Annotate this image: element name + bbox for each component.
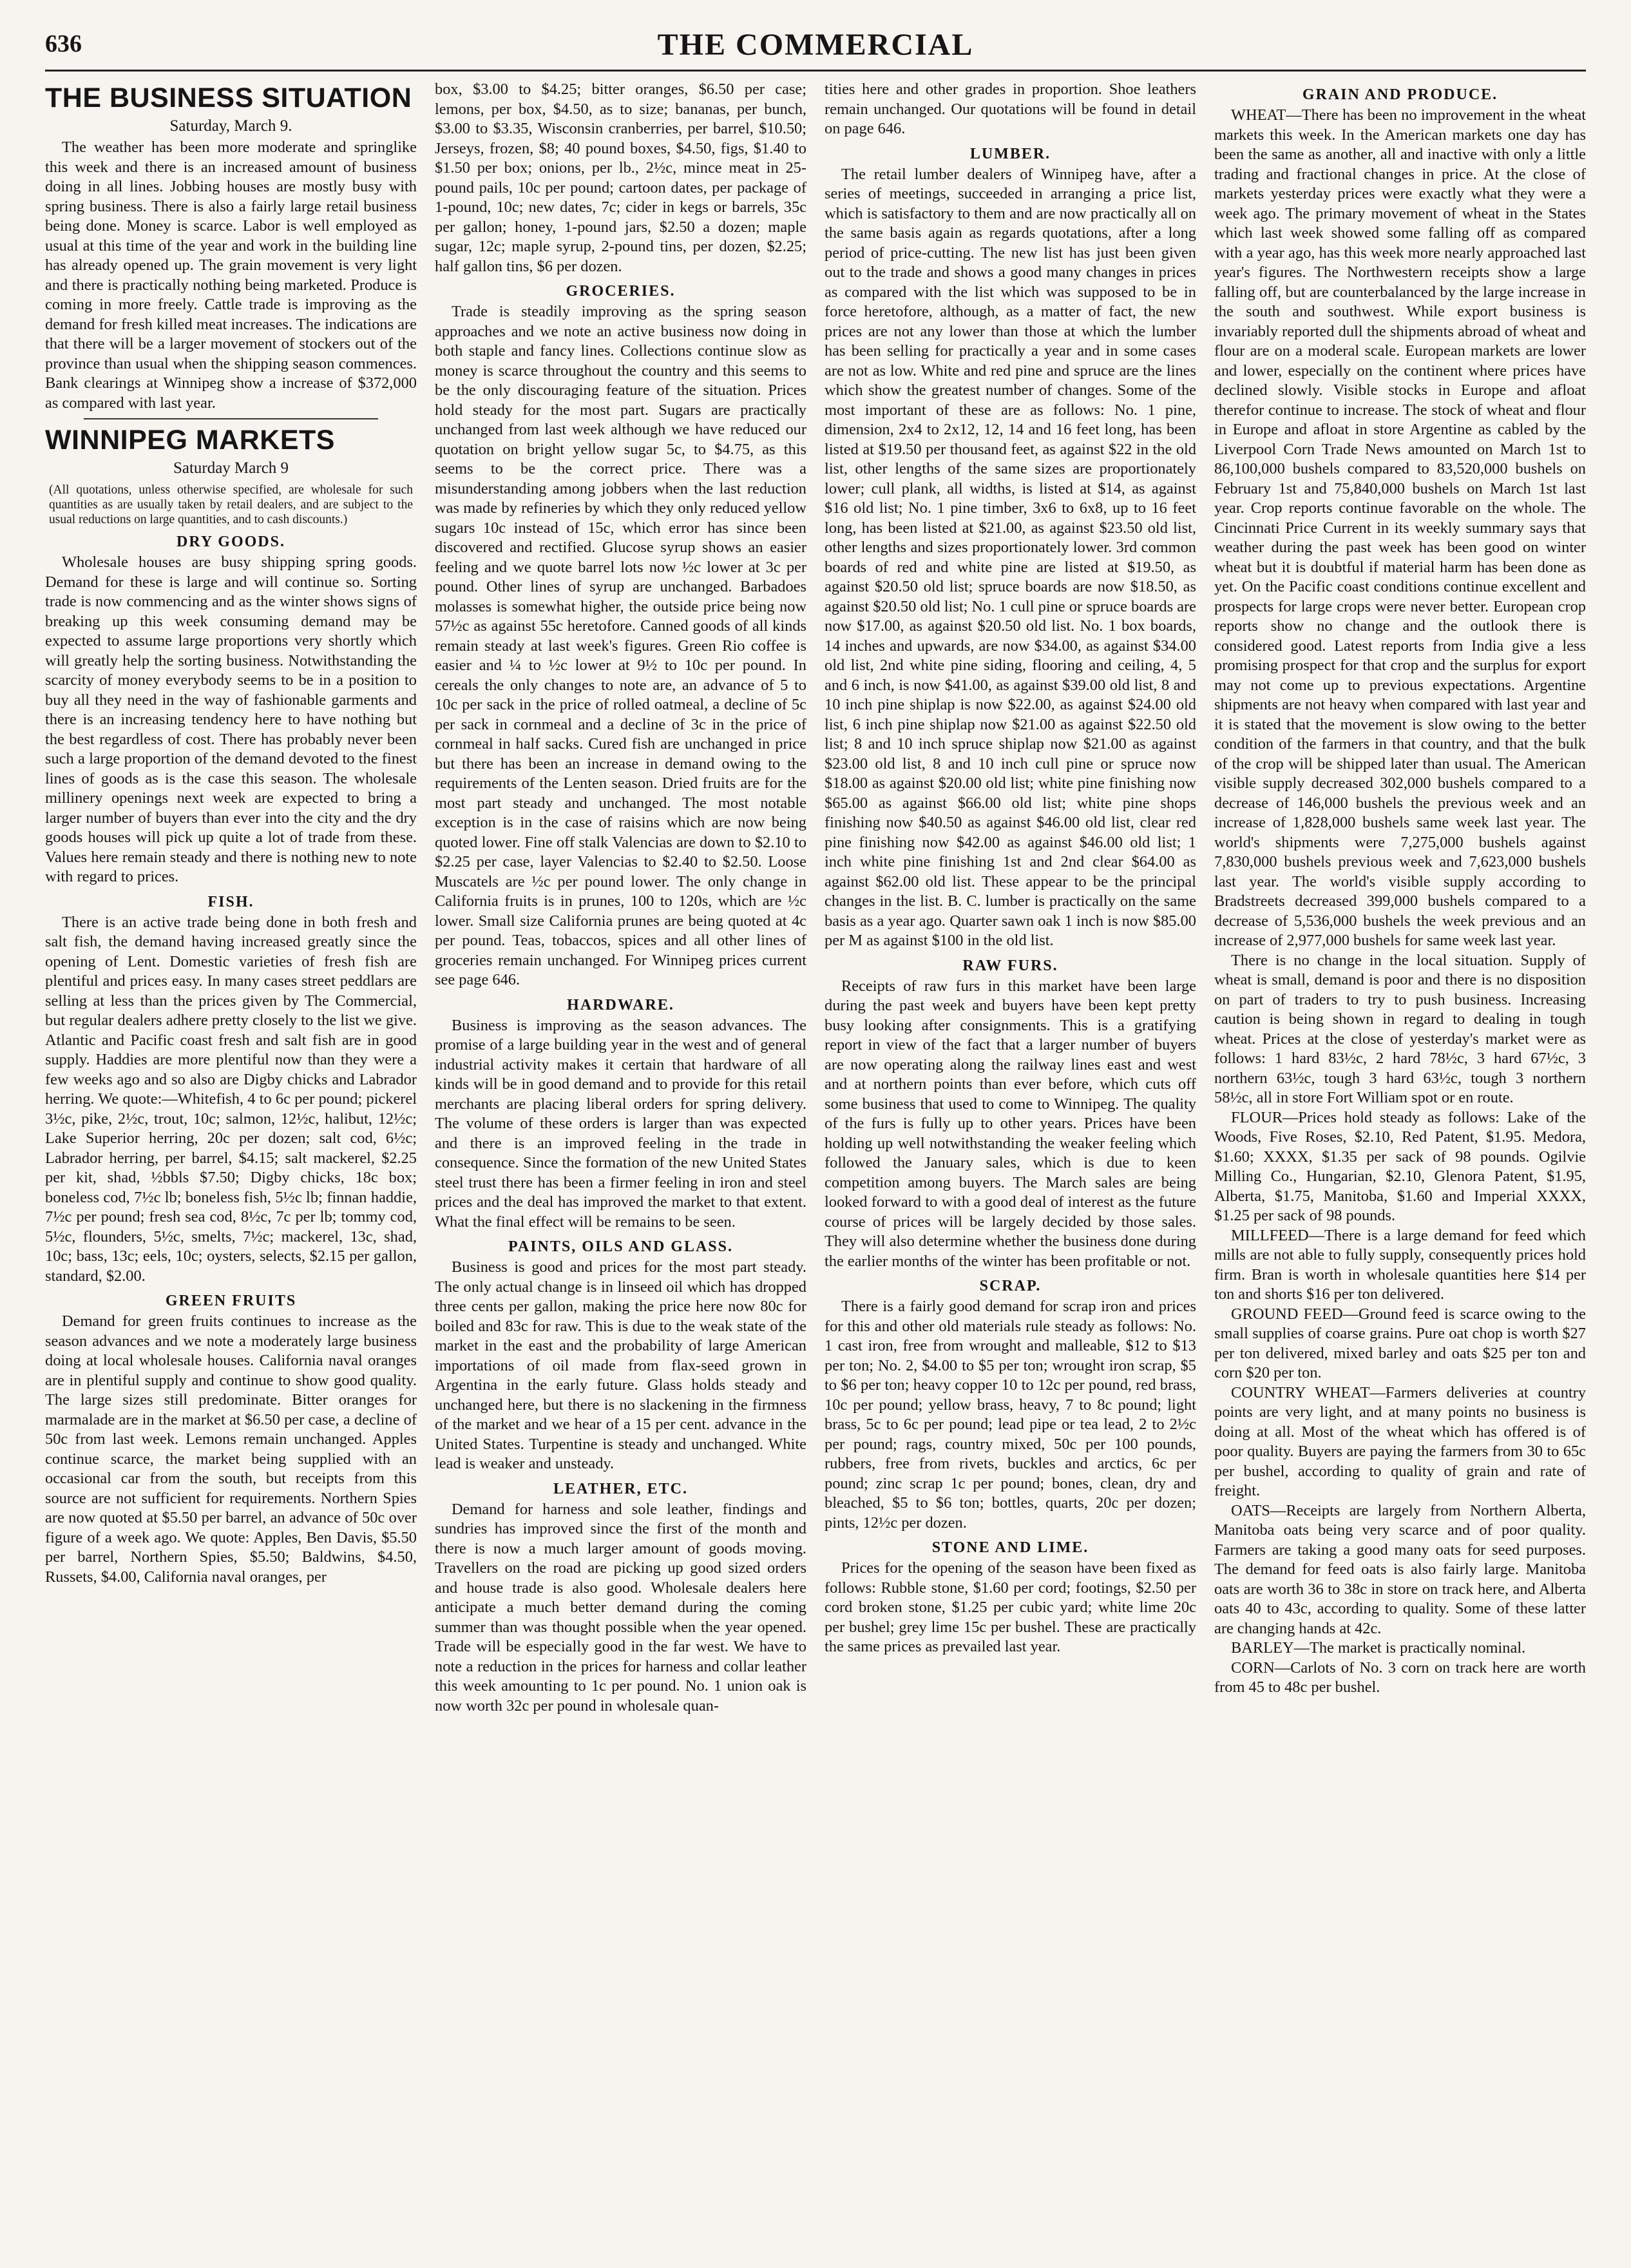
scrap-heading: SCRAP. xyxy=(979,1278,1042,1294)
publication-title: THE COMMERCIAL xyxy=(657,28,974,62)
markets-dateline: Saturday March 9 xyxy=(173,459,289,477)
barley-text: BARLEY—The market is practically nominal. xyxy=(1231,1639,1526,1657)
groceries-heading: GROCERIES. xyxy=(566,283,676,300)
business-dateline: Saturday, March 9. xyxy=(169,117,292,135)
column-2 xyxy=(435,80,806,2245)
raw-furs-heading: RAW FURS. xyxy=(962,957,1058,974)
business-situation-text: The weather has been more moderate and springlike this week and there is an increased amount of business doing in all lines. Jobbing houses are mostly busy with spring business. There is also a fairly large retail business being done. Money is scarce. Labor is well employed as usual at this time of the year and work in the building line has already opened up. The grain movement is very light and there is practically nothing being marketed. Produce is coming in more freely. Cattle trade is improving as the demand for fresh killed meat increases. The indications are that there will be a larger movement of stockers out of the province than usual when the shipping season commences. Bank clearings at Winnipeg show a increase of $372,000 as compared with last year. xyxy=(45,139,417,412)
section-divider xyxy=(84,418,378,419)
leather-text: Demand for harness and sole leather, findings and sundries has improved since the first of the month and there is now a much larger amount of goods moving. Travellers on the road are picking up good sized orders and house trade is also good. Wholesale dealers here anticipate a much better demand during the coming summer than was thought possible when the year opened. Trade will be especially good in the far west. We have to note a reduction in the prices for harness and collar leather this week amounting to 1c per pound. No. 1 union oak is now worth 32c per pound in wholesale quan- xyxy=(435,1500,806,1715)
article-columns xyxy=(45,80,1586,2245)
business-situation-heading: THE BUSINESS SITUATION xyxy=(45,82,412,113)
dry-goods-text: Wholesale houses are busy shipping spring goods. Demand for these is large and will continue so. Sorting trade is now commencing and as the winter shows signs of breaking up this week consuming demand may be expected to assume large proportions very shortly which will greatly help the sorting business. Notwithstanding the scarcity of money everybody seems to be in a position to buy all they need in the way of fashionable garments and there is an increasing tendency here to have nothing but the best regardless of cost. There has probably never been such a large proportion of the demand devoted to the finest lines of goods as is the case this season. The wholesale millinery openings next week are expected to bring a larger number of buyers than ever into the city and the dry goods houses will pick up quite a lot of trade from these. Values here remain steady and there is nothing new to note with regard to prices. xyxy=(45,553,417,885)
column-4 xyxy=(1214,80,1586,2245)
stone-lime-text: Prices for the opening of the season have been fixed as follows: Rubble stone, $1.60 per cord; footings, $2.50 per cord broken stone, $1.25 per cubic yard; white lime 20c per bushel; grey lime 15c per bushel. These are practically the same prices as prevailed last year. xyxy=(825,1559,1196,1655)
leather-heading: LEATHER, ETC. xyxy=(553,1480,688,1497)
local-wheat-text: There is no change in the local situation. Supply of wheat is small, demand is poor and there is no disposition on part of traders to try to push business. Increasing caution is being shown in regard to dealing in tough wheat. Prices at the close of yesterday's market were as follows: 1 hard 83½c, 2 hard 78½c, 3 hard 67½c, 3 northern 63½c, tough 3 hard 63½c, tough 3 northern 58½c, all in store Fort William spot or en route. xyxy=(1214,951,1586,1106)
country-wheat-text: COUNTRY WHEAT—Farmers deliveries at country points are very light, and at many points no business is doing at all. Most of the wheat which has offered is of poor quality. Buyers are paying the farmers from 30 to 65c per bushel, according to quality of grain and rate of freight. xyxy=(1214,1383,1586,1499)
hardware-heading: HARDWARE. xyxy=(567,996,674,1014)
wheat-text: WHEAT—There has been no improvement in the wheat markets this week. In the American markets one day has been the same as another, all and inactive with only a little trading and fractional changes in price. At the close of markets yesterday prices were exactly what they were a week ago. The primary movement of wheat in the States which last week showed some falling off as compared with a year ago, has this week more nearly approached last year's figures. The Northwestern receipts show a large falling off, but are counterbalanced by the large increase in the south and southwest. While export business is invariably reported dull the shipments abroad of wheat and flour are on a moderal scale. European markets are lower and lower, especially on the continent where prices have declined slowly. Visible stocks in Europe and afloat therefor continue to increase. The stock of wheat and flour in Europe and afloat in store Argentine as cabled by the Liverpool Corn Trade News amounted on March 1st to 86,100,000 bushels compared to 83,520,000 bushels on February 1st and 75,840,000 bushels on March 1st last year. Crop reports continue favorable on the whole. The Cincinnati Price Current in its weekly summary says that weather during the past week has been good on winter wheat but it is doubtful if material harm has been done as yet. On the Pacific coast conditions continue excellent and prospects for large crops were never better. European crop reports show no change and the outlook there is considered good. Latest reports from India give a less promising prospect for that crop and the surplus for export may not come up to previous expectations. Argentine shipments are not heavy when compared with last year and it is stated that the movement is slow owing to the better condition of the farmers in that country, and that the bulk of the crop will be shipped later than usual. The American visible supply decreased 302,000 bushels compared to a decrease of 146,000 bushels the previous week and an increase of 1,828,000 bushels same week last year. The world's shipments were 7,275,000 bushels against 7,830,000 bushels previous week and 7,623,000 bushels last year. The world's visible supply according to Bradstreets decreased 399,000 bushels compared to a decrease of 5,536,000 bushels the week previous and an increase of 2,977,000 bushels for same week last year. xyxy=(1214,106,1586,949)
dry-goods-heading: DRY GOODS. xyxy=(176,533,285,550)
lumber-text: The retail lumber dealers of Winnipeg have, after a series of meetings, succeeded in arranging a price list, which is satisfactory to them and are now practically all on the same basis again as regards quotations, after a long period of price-cutting. The new list has just been given out to the trade and shows a good many changes in prices as compared with the list which was supposed to be in force heretofore, although, as a matter of fact, the new prices are not any lower than those at which the lumber has been selling for practically a year and in some cases are not as low. White and red pine and spruce are the lines which show the greatest number of changes. Some of the most important of these are as follows: No. 1 pine, dimension, 2x4 to 2x12, 12, 14 and 16 feet long, has been listed at $19.50 per thousand feet, as against $22 in the old list, other lengths of the same sizes are proportionately lower; cull plank, all widths, is listed at $14, as against $16 old list; No. 1 pine timber, 3x6 to 6x8, up to 16 feet long, has been listed at $21.00, as against $23.50 old list, other lengths and sizes proportionately lower. 3rd common boards of red and white pine are listed at $19.50, as against $20.50 old list; spruce boards are now $18.50, as against $20.50 old list; No. 1 cull pine or spruce boards are now $17.00, as against $20.50 old list. No. 1 box boards, 14 inches and upwards, are now $34.00, as against $34.00 old list, 2nd white pine siding, flooring and ceiling, 4, 5 and 6 inch, is now $41.00, as against $39.00 old list, 8 and 10 inch pine shiplap is now $22.00, as against $24.00 old list, 6 inch pine shiplap now $21.00 as against $22.50 old list; 8 and 10 inch spruce shiplap now $21.00 as against $23.00 old list, 8 and 10 inch cull pine or spruce now $18.00 as against $20.00 old list; white pine finishing now $65.00 as against $66.00 old list; white pine shops finishing now $40.50 as against $46.00 old list, clear red pine finishing now $42.00 as against $46.00 old list; 1 inch white pine finishing 1st and 2nd clear $64.00 as against $62.00 old list. These appear to be the principal changes in the list. B. C. lumber is practically on the same basis as a year ago. Quarter sawn oak 1 inch is now $85.00 per M as against $100 in the old list. xyxy=(825,165,1196,949)
header-rule xyxy=(45,70,1586,72)
ground-feed-text: GROUND FEED—Ground feed is scarce owing to the small supplies of coarse grains. Pure oat chop is worth $27 per ton delivered, mixed barley and oats $25 per ton and corn $20 per ton. xyxy=(1214,1305,1586,1381)
column-3 xyxy=(825,80,1196,2245)
green-fruits-text: Demand for green fruits continues to increase as the season advances and we note a moderately large business doing at local wholesale houses. California naval oranges are in plentiful supply and continue to show good quality. The large sizes still predominate. Bitter oranges for marmalade are in the market at $6.50 per case, a decline of 50c from last week. Lemons remain unchanged. Apples continue scarce, the market being supplied with an occasional car from the south, but receipts from this source are not sufficient for requirements. Northern Spies are now quoted at $5.50 per barrel, an advance of 50c over figure of a week ago. We quote: Apples, Ben Davis, $5.50 per barrel, Northern Spies, $5.50; Baldwins, $4.50, Russets, $4.00, California naval oranges, per xyxy=(45,1312,417,1586)
page-header xyxy=(45,26,1586,71)
green-fruits-continued-text: box, $3.00 to $4.25; bitter oranges, $6.50 per case; lemons, per box, $4.50, as to size; bananas, per bunch, $3.00 to $3.35, Wisconsin cranberries, per barrel, $10.50; Jerseys, frozen, $8; 40 pound boxes, $4.50, figs, $1.40 to $1.50 per box; onions, per lb., 2½c, mince meat in 25-pound pails, 10c per pound; cartoon dates, per package of 1-pound, 10c; new dates, 7c; cider in kegs or barrels, 35c per gallon; honey, 1-pound jars, $2.50 a dozen; maple sugar, 12c; maple syrup, 2-pound tins, per dozen, $2.25; half gallon tins, $6 per dozen. xyxy=(435,81,806,275)
lumber-heading: LUMBER. xyxy=(969,145,1051,162)
hardware-text: Business is improving as the season advances. The promise of a large building year in the west and of general industrial activity makes it certain that hardware of all kinds will be in good demand and to provide for this retail merchants are placing liberal orders for spring delivery. The volume of these orders is larger than was expected and there is an improved feeling in the trade in consequence. Since the formation of the new United States steel trust there has been a firmer feeling in iron and steel prices and the deal has improved the market to that extent. What the final effect will be remains to be seen. xyxy=(435,1016,806,1231)
flour-text: FLOUR—Prices hold steady as follows: Lake of the Woods, Five Roses, $2.10, Red Patent, $1.95. Medora, $1.60; XXXX, $1.35 per sack of 98 pounds. Ogilvie Milling Co., Hungarian, $2.10, Glenora Patent, $1.95, Alberta, $1.75, Manitoba, $1.60 and Imperial XXXX, $1.25 per sack of 98 pounds. xyxy=(1214,1108,1586,1224)
leather-continued-text: tities here and other grades in proportion. Shoe leathers remain unchanged. Our quotations will be found in detail on page 646. xyxy=(825,81,1196,137)
oats-text: OATS—Receipts are largely from Northern Alberta, Manitoba oats being very scarce and of poor quality. Farmers are taking a good many oats for seed purposes. The demand for feed oats is also fairly large. Manitoba oats are worth 36 to 38c in store on track here, and Alberta oats 40 to 43c, according to quality. Some of these latter are changing hands at 42c. xyxy=(1214,1501,1586,1637)
corn-text: CORN—Carlots of No. 3 corn on track here are worth from 45 to 48c per bushel. xyxy=(1214,1658,1586,1696)
millfeed-text: MILLFEED—There is a large demand for feed which mills are not able to fully supply, consequently prices hold firm. Bran is worth in wholesale quantities here $14 per ton and shorts $16 per ton delivered. xyxy=(1214,1226,1586,1303)
fish-text: There is an active trade being done in both fresh and salt fish, the demand having increased greatly since the opening of Lent. Domestic varieties of fresh fish are plentiful and prices easy. In many cases street peddlars are selling at less than the prices given by The Commercial, but regular dealers adhere pretty closely to the list we give. Atlantic and Pacific coast fresh and salt fish are in good supply. Haddies are more plentiful now than they were a few weeks ago and so also are Digby chicks and Labrador herring. We quote:—Whitefish, 4 to 6c per pound; pickerel 3½c, pike, 2½c, trout, 10c; salmon, 12½c, halibut, 12½c; Lake Superior herring, 20c per dozen; salt cod, 6½c; Labrador herring, per barrel, $4.15; salt mackerel, $2.25 per kit, shad, ½bbls $7.50; Digby chicks, 18c box; boneless cod, 7½c lb; boneless fish, 5½c lb; finnan haddie, 7½c per pound; fresh sea cod, 8½c, 7c per lb; tommy cod, 5½c, flounders, 5½c, smelts, 7½c; mackerel, 13c, shad, 10c; bass, 13c; eels, 10c; oysters, selects, $2.15 per gallon, standard, $2.00. xyxy=(45,913,417,1285)
paints-oils-glass-text: Business is good and prices for the most part steady. The only actual change is in linseed oil which has dropped three cents per gallon, making the price here now 80c for boiled and 83c for raw. This is due to the weak state of the market in the east and the probability of large American importations of oil made from flax-seed grown in Argentina in the early future. Glass holds steady and unchanged here, but there is no slackening in the firmness of the market and we hear of a 15 per cent. advance in the United States. Turpentine is steady and unchanged. White lead is weaker and unsteady. xyxy=(435,1258,806,1472)
groceries-text: Trade is steadily improving as the spring season approaches and we note an active business now doing in both staple and fancy lines. Collections continue slow as money is scarce throughout the country and this seems to be the only discouraging feature of the situation. Prices hold steady for the most part. Sugars are practically unchanged from last week although we have reduced our quotation on bright yellow sugar 5c, to $4.75, as this seems to be the correct price. There was a misunderstanding among jobbers when the last reduction was made by refineries by which they only reduced yellow sugars 10c instead of 15c, which error has since been discovered and rectified. Glucose syrup shows an easier feeling and we quote barrel lots now ½c lower at 3c per pound. Other lines of syrup are unchanged. Barbadoes molasses is somewhat higher, the outside price being now 57½c as against 55c heretofore. Canned goods of all kinds remain steady at last week's figures. Green Rio coffee is easier and ¼ to ½c lower at 9½ to 10c per pound. In cereals the only changes to note are, an advance of 5 to 10c per sack in the price of rolled oatmeal, a decline of 5c per sack in cornmeal and a decline of 3c in the price of cornmeal in half sacks. Cured fish are unchanged in price but there has been an increase in demand owing to the requirements of the Lenten season. Dried fruits are for the most part steady and unchanged. The most notable exception is in the case of raisins which are now being quoted lower. Fine off stalk Valencias are down to $2.10 to $2.25 per case, layer Valencias to $2.40 to $2.50. Loose Muscatels are ½c per pound lower. The only change in California fruits is in prunes, 100 to 120s, which are ½c lower. Small size California prunes are being quoted at 4c per pound. Teas, tobaccos, spices and all other lines of groceries remain unchanged. For Winnipeg prices current see page 646. xyxy=(435,303,806,988)
paints-oils-glass-heading: PAINTS, OILS AND GLASS. xyxy=(508,1238,733,1255)
raw-furs-text: Receipts of raw furs in this market have been large during the past week and buyers have been kept pretty busy looking after consignments. This is a gratifying report in view of the fact that a larger number of buyers are now operating along the railway lines east and west and at northern points than ever before, which cuts off some business that used to come to Winnipeg. The quality of the furs is fully up to other years. Prices have been holding up well notwithstanding the weaker feeling which followed the January sales, which is due to keen competition among buyers. The March sales are being looked forward to with a good deal of interest as the future course of prices will be largely decided by those sales. They will also determine whether the business done during the earlier months of the winter has been profitable or not. xyxy=(825,977,1196,1270)
stone-lime-heading: STONE AND LIME. xyxy=(931,1539,1089,1556)
column-1 xyxy=(45,80,417,2245)
green-fruits-heading: GREEN FRUITS xyxy=(165,1293,297,1309)
scrap-text: There is a fairly good demand for scrap iron and prices for this and other old materials rule steady as follows: No. 1 cast iron, free from wrought and malleable, $12 to $13 per ton; No. 2, $4.00 to $5 per ton; wrought iron scrap, $5 to $6 per ton; heavy copper 10 to 12c per pound, red brass, 10c per pound; yellow brass, heavy, 7 to 8c pound; light brass, 5c to 6c per pound; lead pipe or tea lead, 2 to 2½c per pound; rags, country mixed, 50c per 100 pounds, rubbers, free from rivets, buckles and arctics, 6c per pound; zinc scrap 1c per pound; bones, clean, dry and bleached, $5 to $6 ton; bottles, quarts, 20c per dozen; pints, 12½c per dozen. xyxy=(825,1298,1196,1532)
fish-heading: FISH. xyxy=(207,893,254,910)
grain-produce-heading: GRAIN AND PRODUCE. xyxy=(1302,86,1498,103)
page-number: 636 xyxy=(45,30,82,57)
winnipeg-markets-heading: WINNIPEG MARKETS xyxy=(45,425,335,456)
quotations-note: (All quotations, unless otherwise specified, are wholesale for such quantities as are usually taken by retail dealers, and are subject to the usual reductions on large quantities, and to cash discounts.) xyxy=(49,483,413,526)
